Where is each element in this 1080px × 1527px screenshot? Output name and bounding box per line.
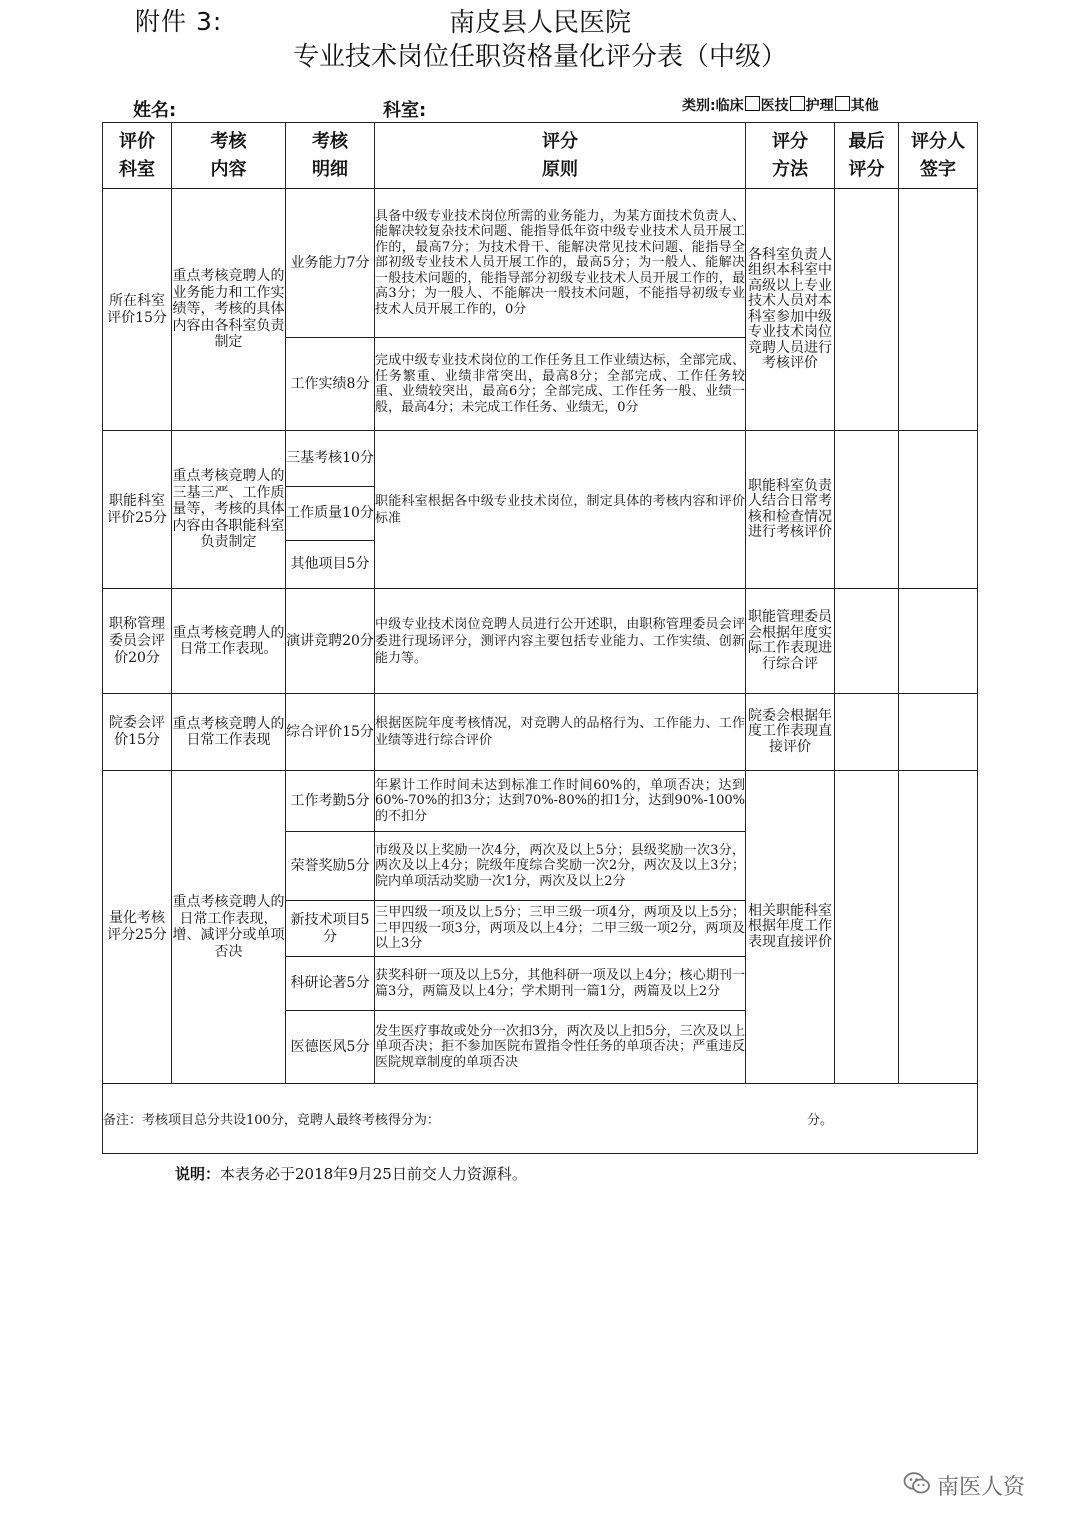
note-row bbox=[103, 1084, 978, 1154]
principle-cell: 市级及以上奖励一次4分，两次及以上5分；县级奖励一次3分，两次及以上4分；院级年度综合奖励一次2分，两次及以上3分；院内单项活动奖励一次1分，两次及以上2分 bbox=[375, 832, 746, 901]
watermark bbox=[903, 1470, 1025, 1501]
method-cell: 职能科室负责人结合日常考核和检查情况进行考核评价 bbox=[746, 431, 835, 589]
hospital-name: 南皮县人民医院 bbox=[448, 8, 631, 38]
category-label: 类别: bbox=[682, 98, 716, 114]
checkbox[interactable] bbox=[745, 96, 760, 111]
principle-cell: 发生医疗事故或处分一次扣3分，两次及以上扣5分，三次及以上单项否决；拒不参加医院布置指令性任务的单项否决；严重违反医院规章制度的单项否决 bbox=[375, 1011, 746, 1084]
explanation-label: 说明： bbox=[175, 1165, 221, 1183]
category-cell: 职称管理委员会评价20分 bbox=[103, 589, 172, 694]
table-row bbox=[103, 589, 978, 694]
col-header-principle: 评分 原则 bbox=[375, 123, 746, 189]
table-row bbox=[103, 431, 978, 487]
final-score-cell[interactable] bbox=[835, 771, 899, 1084]
category-option: 临床 bbox=[715, 98, 744, 114]
content-cell: 重点考核竞聘人的日常工作表现。 bbox=[172, 589, 286, 694]
principle-cell: 具备中级专业技术岗位所需的业务能力，为某方面技术负责人、能解决较复杂技术问题、能指导低年资中级专业技术人员开展工作的，最高7分；为技术骨干、能解决常见技术问题、能指导全部初级专业技术人员开展工作的，最高5分；为一般人、能解决一般技术问题的，能指导部分初级专业技术人员开展工作的，最高3分；为一般人、不能解决一般技术问题，不能指导初级专业技术人员开展工作的，0分 bbox=[375, 189, 746, 338]
watermark-text: 南医人资 bbox=[937, 1475, 1026, 1500]
dept-label: 科室: bbox=[383, 100, 427, 121]
principle-cell: 中级专业技术岗位竞聘人员进行公开述职，由职称管理委员会评委进行现场评分，测评内容主要包括专业能力、工作实绩、创新能力等。 bbox=[375, 589, 746, 694]
detail-cell: 其他项目5分 bbox=[286, 541, 375, 589]
category-cell: 量化考核评分25分 bbox=[103, 771, 172, 1084]
col-header-signature: 评分人 签字 bbox=[899, 123, 978, 189]
content-cell: 重点考核竞聘人的业务能力和工作实绩等，考核的具体内容由各科室负责制定 bbox=[172, 189, 286, 431]
explanation-text: 本表务必于2018年9月25日前交人力资源科。 bbox=[220, 1165, 527, 1183]
content-cell: 重点考核竞聘人的日常工作表现，增、减评分或单项否决 bbox=[172, 771, 286, 1084]
detail-cell: 医德医风5分 bbox=[286, 1011, 375, 1084]
signature-cell[interactable] bbox=[899, 189, 978, 431]
detail-cell: 工作考勤5分 bbox=[286, 771, 375, 832]
name-label: 姓名: bbox=[133, 100, 177, 121]
note-unit: 分。 bbox=[807, 1113, 834, 1128]
principle-cell: 根据医院年度考核情况，对竞聘人的品格行为、工作能力、工作业绩等进行综合评价 bbox=[375, 694, 746, 771]
explanation bbox=[175, 1163, 527, 1184]
col-header-content: 考核 内容 bbox=[172, 123, 286, 189]
signature-cell[interactable] bbox=[899, 771, 978, 1084]
principle-cell: 职能科室根据各中级专业技术岗位，制定具体的考核内容和评价标准 bbox=[375, 431, 746, 589]
detail-cell: 演讲竞聘20分 bbox=[286, 589, 375, 694]
detail-cell: 综合评价15分 bbox=[286, 694, 375, 771]
category-cell: 职能科室评价25分 bbox=[103, 431, 172, 589]
table-row bbox=[103, 694, 978, 771]
final-score-cell[interactable] bbox=[835, 694, 899, 771]
table-row bbox=[103, 771, 978, 832]
category-cell: 所在科室评价15分 bbox=[103, 189, 172, 431]
detail-cell: 科研论著5分 bbox=[286, 957, 375, 1011]
final-score-cell[interactable] bbox=[835, 431, 899, 589]
col-header-final-score: 最后 评分 bbox=[835, 123, 899, 189]
header-row bbox=[103, 123, 978, 189]
evaluation-table bbox=[102, 122, 978, 1154]
detail-cell: 三基考核10分 bbox=[286, 431, 375, 487]
principle-cell: 年累计工作时间未达到标准工作时间60%的，单项否决；达到60%-70%的扣3分；达到70%-80%的扣1分，达到90%-100%的不扣分 bbox=[375, 771, 746, 832]
checkbox[interactable] bbox=[790, 96, 805, 111]
method-cell: 职能管理委员会根据年度实际工作表现进行综合评 bbox=[746, 589, 835, 694]
principle-cell: 获奖科研一项及以上5分，其他科研一项及以上4分；核心期刊一篇3分，两篇及以上4分；学术期刊一篇1分，两篇及以上2分 bbox=[375, 957, 746, 1011]
col-header-dept: 评价 科室 bbox=[103, 123, 172, 189]
table-row bbox=[103, 189, 978, 338]
final-score-cell[interactable] bbox=[835, 589, 899, 694]
category-selector bbox=[678, 96, 883, 115]
detail-cell: 新技术项目5分 bbox=[286, 901, 375, 957]
category-cell: 院委会评价15分 bbox=[103, 694, 172, 771]
method-cell: 相关职能科室根据年度工作表现直接评价 bbox=[746, 771, 835, 1084]
detail-cell: 荣誉奖励5分 bbox=[286, 832, 375, 901]
detail-cell: 工作实绩8分 bbox=[286, 338, 375, 431]
content-cell: 重点考核竞聘人的三基三严、工作质量等，考核的具体内容由各职能科室负责制定 bbox=[172, 431, 286, 589]
note-cell bbox=[103, 1084, 978, 1154]
signature-cell[interactable] bbox=[899, 694, 978, 771]
final-score-cell[interactable] bbox=[835, 189, 899, 431]
checkbox[interactable] bbox=[835, 96, 850, 111]
wechat-icon bbox=[903, 1471, 931, 1501]
principle-cell: 完成中级专业技术岗位的工作任务且工作业绩达标，全部完成、任务繁重、业绩非常突出，最高8分；全部完成、工作任务较重、业绩较突出，最高6分；全部完成、工作任务一般、业绩一般，最高4分；未完成工作任务、业绩无，0分 bbox=[375, 338, 746, 431]
signature-cell[interactable] bbox=[899, 589, 978, 694]
attachment-label: 附件 3: bbox=[135, 7, 223, 36]
col-header-method: 评分 方法 bbox=[746, 123, 835, 189]
category-option: 医技 bbox=[760, 98, 789, 114]
method-cell: 各科室负责人组织本科室中高级以上专业技术人员对本科室参加中级专业技术岗位竞聘人员进行考核评价 bbox=[746, 189, 835, 431]
form-title: 专业技术岗位任职资格量化评分表（中级） bbox=[292, 42, 787, 72]
detail-cell: 业务能力7分 bbox=[286, 189, 375, 338]
content-cell: 重点考核竞聘人的日常工作表现 bbox=[172, 694, 286, 771]
category-option: 其他 bbox=[850, 98, 879, 114]
signature-cell[interactable] bbox=[899, 431, 978, 589]
principle-cell: 三甲四级一项及以上5分；三甲三级一项4分，两项及以上5分；二甲四级一项3分，两项及以上4分；二甲三级一项2分，两项及以上3分 bbox=[375, 901, 746, 957]
col-header-detail: 考核 明细 bbox=[286, 123, 375, 189]
detail-cell: 工作质量10分 bbox=[286, 487, 375, 541]
note-label: 备注：考核项目总分共设100分，竞聘人最终考核得分为： bbox=[103, 1113, 440, 1128]
method-cell: 院委会根据年度工作表现直接评价 bbox=[746, 694, 835, 771]
category-option: 护理 bbox=[805, 98, 834, 114]
